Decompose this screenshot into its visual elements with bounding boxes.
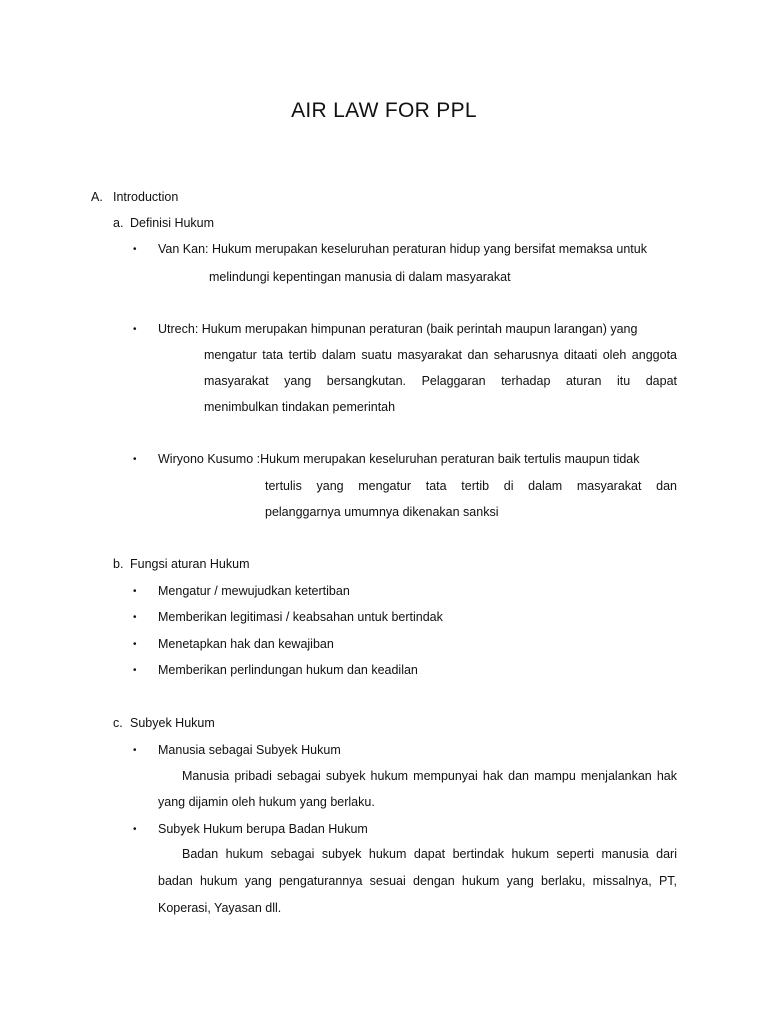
list-item-label: Manusia sebagai Subyek Hukum — [158, 743, 341, 757]
paragraph-line: Manusia pribadi sebagai subyek hukum mempunyai hak dan mampu menjalankan hak — [182, 769, 677, 783]
bullet-icon: • — [133, 612, 137, 623]
bullet-icon: • — [133, 586, 137, 597]
page-title: AIR LAW FOR PPL — [291, 99, 477, 122]
sub-c-marker: c. — [113, 716, 123, 730]
list-item: Menetapkan hak dan kewajiban — [158, 637, 334, 651]
definition-line: tertulis yang mengatur tata tertib di dalam masyarakat dan — [265, 479, 677, 493]
section-a-marker: A. — [91, 190, 103, 204]
paragraph-line: Badan hukum sebagai subyek hukum dapat bertindak hukum seperti manusia dari — [182, 847, 677, 861]
bullet-icon: • — [133, 454, 137, 465]
definition-line: masyarakat yang bersangkutan. Pelaggaran terhadap aturan itu dapat — [204, 374, 677, 388]
paragraph-line: Koperasi, Yayasan dll. — [158, 901, 282, 915]
sub-a-heading: Definisi Hukum — [130, 216, 215, 230]
bullet-icon: • — [133, 324, 137, 335]
sub-b-marker: b. — [113, 557, 124, 571]
sub-c-heading: Subyek Hukum — [130, 716, 215, 730]
list-item: Memberikan legitimasi / keabsahan untuk bertindak — [158, 610, 443, 624]
definition-line: Wiryono Kusumo :Hukum merupakan keseluruhan peraturan baik tertulis maupun tidak — [158, 452, 640, 466]
definition-line: menimbulkan tindakan pemerintah — [204, 400, 396, 414]
sub-a-marker: a. — [113, 216, 124, 230]
bullet-icon: • — [133, 639, 137, 650]
bullet-icon: • — [133, 745, 137, 756]
definition-line: melindungi kepentingan manusia di dalam masyarakat — [209, 270, 511, 284]
definition-line: mengatur tata tertib dalam suatu masyarakat dan seharusnya ditaati oleh anggota — [204, 348, 677, 362]
list-item-label: Subyek Hukum berupa Badan Hukum — [158, 822, 368, 836]
list-item: Memberikan perlindungan hukum dan keadilan — [158, 663, 418, 677]
list-item: Mengatur / mewujudkan ketertiban — [158, 584, 350, 598]
bullet-icon: • — [133, 824, 137, 835]
bullet-icon: • — [133, 244, 137, 255]
definition-line: Utrech: Hukum merupakan himpunan peraturan (baik perintah maupun larangan) yang — [158, 322, 638, 336]
paragraph-line: yang dijamin oleh hukum yang berlaku. — [158, 795, 375, 809]
definition-line: Van Kan: Hukum merupakan keseluruhan peraturan hidup yang bersifat memaksa untuk — [158, 242, 647, 256]
paragraph-line: badan hukum yang pengaturannya sesuai dengan hukum yang berlaku, missalnya, PT, — [158, 874, 677, 888]
sub-b-heading: Fungsi aturan Hukum — [130, 557, 250, 571]
section-a-heading: Introduction — [113, 190, 179, 204]
bullet-icon: • — [133, 665, 137, 676]
definition-line: pelanggarnya umumnya dikenakan sanksi — [265, 505, 499, 519]
